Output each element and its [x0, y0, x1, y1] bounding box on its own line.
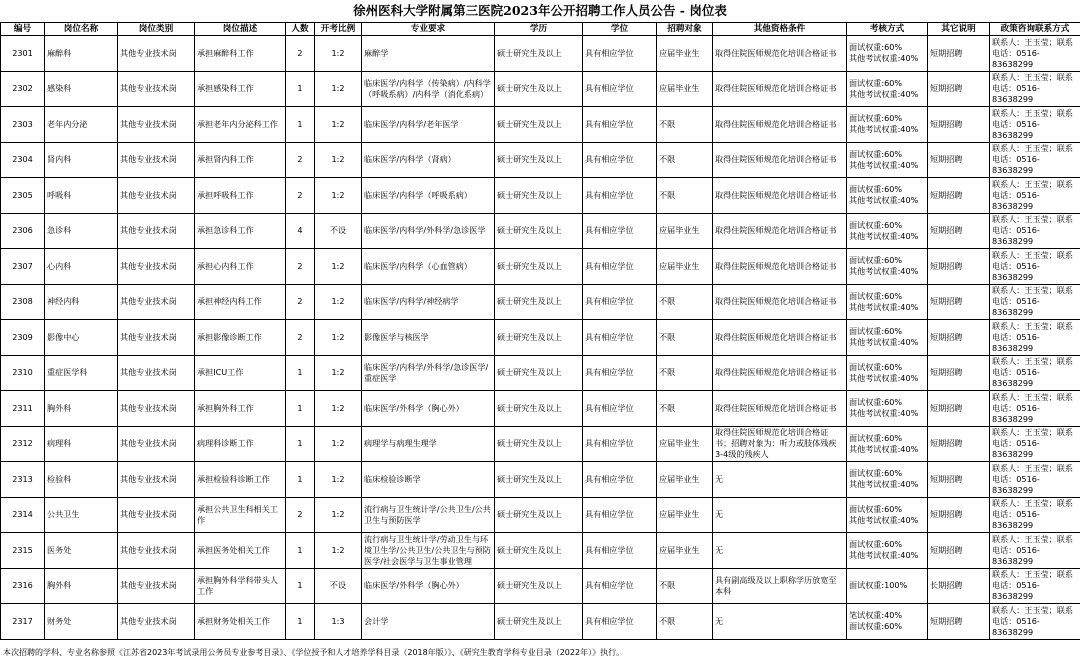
cell-note: 短期招聘 [928, 391, 990, 427]
header-desc: 岗位描述 [195, 23, 286, 36]
cell-edu: 硕士研究生及以上 [495, 604, 583, 640]
cell-num: 2 [286, 249, 315, 285]
table-row [1, 213, 1080, 249]
cell-degree: 具有相应学位 [583, 213, 657, 249]
header-edu: 学历 [495, 23, 583, 36]
cell-major: 麻醉学 [362, 36, 495, 72]
cell-degree: 具有相应学位 [583, 426, 657, 462]
cell-ratio: 1:2 [315, 142, 362, 178]
cell-target: 应届毕业生 [657, 213, 713, 249]
cell-name: 胸外科 [45, 391, 118, 427]
cell-target: 不限 [657, 178, 713, 214]
cell-exam: 面试权重:60% 其他考试权重:40% [847, 533, 928, 569]
cell-id: 2308 [1, 284, 45, 320]
table-row [1, 426, 1080, 462]
cell-exam: 面试权重:60% 其他考试权重:40% [847, 178, 928, 214]
cell-id: 2312 [1, 426, 45, 462]
cell-desc: 承担公共卫生科相关工作 [195, 497, 286, 533]
cell-edu: 硕士研究生及以上 [495, 533, 583, 569]
cell-category: 其他专业技术岗 [118, 320, 195, 356]
cell-num: 1 [286, 391, 315, 427]
cell-degree: 具有相应学位 [583, 533, 657, 569]
cell-num: 2 [286, 497, 315, 533]
cell-id: 2316 [1, 568, 45, 604]
cell-edu: 硕士研究生及以上 [495, 107, 583, 143]
cell-contact: 联系人：王玉莹；联系电话：0516-83638299 [990, 249, 1080, 285]
cell-major: 临床检验诊断学 [362, 462, 495, 498]
cell-exam: 面试权重:60% 其他考试权重:40% [847, 320, 928, 356]
cell-name: 影像中心 [45, 320, 118, 356]
cell-degree: 具有相应学位 [583, 249, 657, 285]
cell-category: 其他专业技术岗 [118, 178, 195, 214]
cell-id: 2303 [1, 107, 45, 143]
cell-degree: 具有相应学位 [583, 178, 657, 214]
cell-exam: 面试权重:60% 其他考试权重:40% [847, 213, 928, 249]
table-row [1, 355, 1080, 391]
cell-id: 2307 [1, 249, 45, 285]
cell-other: 无 [713, 462, 847, 498]
header-degree: 学位 [583, 23, 657, 36]
cell-ratio: 1:2 [315, 391, 362, 427]
cell-edu: 硕士研究生及以上 [495, 142, 583, 178]
header-ratio: 开考比例 [315, 23, 362, 36]
cell-exam: 面试权重:60% 其他考试权重:40% [847, 284, 928, 320]
cell-target: 不限 [657, 107, 713, 143]
cell-id: 2311 [1, 391, 45, 427]
cell-category: 其他专业技术岗 [118, 107, 195, 143]
cell-num: 2 [286, 284, 315, 320]
cell-desc: 承担麻醉科工作 [195, 36, 286, 72]
table-row [1, 497, 1080, 533]
cell-exam: 面试权重:60% 其他考试权重:40% [847, 249, 928, 285]
table-row [1, 462, 1080, 498]
cell-note: 短期招聘 [928, 36, 990, 72]
cell-other: 取得住院医师规范化培训合格证书 [713, 391, 847, 427]
cell-ratio: 不设 [315, 568, 362, 604]
cell-degree: 具有相应学位 [583, 568, 657, 604]
cell-degree: 具有相应学位 [583, 462, 657, 498]
cell-contact: 联系人：王玉莹；联系电话：0516-83638299 [990, 391, 1080, 427]
cell-major: 临床医学/内科学/外科学/急诊医学/重症医学 [362, 355, 495, 391]
cell-note: 短期招聘 [928, 284, 990, 320]
header-target: 招聘对象 [657, 23, 713, 36]
cell-target: 应届毕业生 [657, 426, 713, 462]
cell-other: 取得住院医师规范化培训合格证书；招聘对象为：听力或肢体残疾3-4级的残疾人 [713, 426, 847, 462]
cell-name: 麻醉科 [45, 36, 118, 72]
cell-name: 检验科 [45, 462, 118, 498]
cell-ratio: 1:2 [315, 249, 362, 285]
cell-ratio: 不设 [315, 213, 362, 249]
cell-major: 临床医学/外科学（胸心外） [362, 391, 495, 427]
cell-category: 其他专业技术岗 [118, 462, 195, 498]
table-row [1, 568, 1080, 604]
cell-num: 1 [286, 426, 315, 462]
cell-target: 不限 [657, 142, 713, 178]
table-row [1, 249, 1080, 285]
cell-desc: 承担ICU工作 [195, 355, 286, 391]
cell-category: 其他专业技术岗 [118, 568, 195, 604]
cell-target: 应届毕业生 [657, 36, 713, 72]
cell-ratio: 1:3 [315, 604, 362, 640]
cell-contact: 联系人：王玉莹；联系电话：0516-83638299 [990, 497, 1080, 533]
cell-desc: 承担肾内科工作 [195, 142, 286, 178]
header-id: 编号 [1, 23, 45, 36]
cell-name: 重症医学科 [45, 355, 118, 391]
cell-id: 2314 [1, 497, 45, 533]
cell-contact: 联系人：王玉莹；联系电话：0516-83638299 [990, 142, 1080, 178]
cell-major: 临床医学/内科学/老年医学 [362, 107, 495, 143]
cell-category: 其他专业技术岗 [118, 497, 195, 533]
cell-name: 肾内科 [45, 142, 118, 178]
cell-num: 1 [286, 462, 315, 498]
cell-major: 临床医学/内科学（心血管病） [362, 249, 495, 285]
cell-note: 短期招聘 [928, 533, 990, 569]
cell-id: 2315 [1, 533, 45, 569]
cell-desc: 承担医务处相关工作 [195, 533, 286, 569]
cell-exam: 笔试权重:40% 面试权重:60% [847, 604, 928, 640]
cell-other: 取得住院医师规范化培训合格证书 [713, 71, 847, 107]
cell-other: 无 [713, 533, 847, 569]
cell-degree: 具有相应学位 [583, 391, 657, 427]
cell-id: 2310 [1, 355, 45, 391]
cell-edu: 硕士研究生及以上 [495, 391, 583, 427]
cell-contact: 联系人：王玉莹；联系电话：0516-83638299 [990, 36, 1080, 72]
cell-major: 会计学 [362, 604, 495, 640]
cell-category: 其他专业技术岗 [118, 284, 195, 320]
cell-edu: 硕士研究生及以上 [495, 284, 583, 320]
cell-major: 病理学与病理生理学 [362, 426, 495, 462]
cell-id: 2309 [1, 320, 45, 356]
cell-ratio: 1:2 [315, 355, 362, 391]
cell-note: 短期招聘 [928, 462, 990, 498]
cell-exam: 面试权重:60% 其他考试权重:40% [847, 462, 928, 498]
cell-exam: 面试权重:60% 其他考试权重:40% [847, 497, 928, 533]
cell-other: 取得住院医师规范化培训合格证书 [713, 213, 847, 249]
cell-other: 取得住院医师规范化培训合格证书 [713, 355, 847, 391]
cell-category: 其他专业技术岗 [118, 391, 195, 427]
position-table [0, 22, 1080, 640]
cell-major: 流行病与卫生统计学/公共卫生/公共卫生与预防医学 [362, 497, 495, 533]
cell-major: 临床医学/内科学（呼吸系病） [362, 178, 495, 214]
cell-note: 短期招聘 [928, 213, 990, 249]
cell-target: 应届毕业生 [657, 497, 713, 533]
cell-contact: 联系人：王玉莹；联系电话：0516-83638299 [990, 462, 1080, 498]
cell-exam: 面试权重:60% 其他考试权重:40% [847, 36, 928, 72]
cell-category: 其他专业技术岗 [118, 36, 195, 72]
cell-category: 其他专业技术岗 [118, 71, 195, 107]
cell-note: 长期招聘 [928, 568, 990, 604]
header-row [1, 23, 1080, 36]
cell-ratio: 1:2 [315, 284, 362, 320]
cell-contact: 联系人：王玉莹；联系电话：0516-83638299 [990, 533, 1080, 569]
cell-target: 应届毕业生 [657, 71, 713, 107]
cell-name: 医务处 [45, 533, 118, 569]
cell-contact: 联系人：王玉莹；联系电话：0516-83638299 [990, 178, 1080, 214]
header-major: 专业要求 [362, 23, 495, 36]
cell-desc: 承担急诊科工作 [195, 213, 286, 249]
table-row [1, 320, 1080, 356]
cell-target: 不限 [657, 604, 713, 640]
cell-other: 取得住院医师规范化培训合格证书 [713, 178, 847, 214]
cell-major: 影像医学与核医学 [362, 320, 495, 356]
cell-contact: 联系人：王玉莹；联系电话：0516-83638299 [990, 71, 1080, 107]
cell-contact: 联系人：王玉莹；联系电话：0516-83638299 [990, 107, 1080, 143]
cell-edu: 硕士研究生及以上 [495, 355, 583, 391]
cell-target: 应届毕业生 [657, 249, 713, 285]
cell-category: 其他专业技术岗 [118, 213, 195, 249]
cell-name: 病理科 [45, 426, 118, 462]
cell-degree: 具有相应学位 [583, 36, 657, 72]
cell-num: 1 [286, 107, 315, 143]
cell-exam: 面试权重:60% 其他考试权重:40% [847, 107, 928, 143]
cell-ratio: 1:2 [315, 462, 362, 498]
cell-edu: 硕士研究生及以上 [495, 320, 583, 356]
cell-degree: 具有相应学位 [583, 604, 657, 640]
cell-degree: 具有相应学位 [583, 355, 657, 391]
header-num: 人数 [286, 23, 315, 36]
cell-major: 流行病与卫生统计学/劳动卫生与环境卫生学/公共卫生/公共卫生与预防医学/社会医学与卫生事业管理 [362, 533, 495, 569]
cell-major: 临床医学/外科学（胸心外） [362, 568, 495, 604]
cell-degree: 具有相应学位 [583, 107, 657, 143]
cell-note: 短期招聘 [928, 107, 990, 143]
cell-ratio: 1:2 [315, 320, 362, 356]
cell-note: 短期招聘 [928, 355, 990, 391]
cell-id: 2301 [1, 36, 45, 72]
cell-contact: 联系人：王玉莹；联系电话：0516-83638299 [990, 604, 1080, 640]
cell-id: 2305 [1, 178, 45, 214]
cell-name: 心内科 [45, 249, 118, 285]
cell-ratio: 1:2 [315, 71, 362, 107]
cell-note: 短期招聘 [928, 178, 990, 214]
cell-category: 其他专业技术岗 [118, 604, 195, 640]
cell-num: 2 [286, 142, 315, 178]
cell-other: 具有副高级及以上职称学历放宽至本科 [713, 568, 847, 604]
cell-note: 短期招聘 [928, 426, 990, 462]
cell-major: 临床医学/内科学/神经病学 [362, 284, 495, 320]
cell-desc: 承担神经内科工作 [195, 284, 286, 320]
cell-edu: 硕士研究生及以上 [495, 462, 583, 498]
cell-edu: 硕士研究生及以上 [495, 71, 583, 107]
cell-contact: 联系人：王玉莹；联系电话：0516-83638299 [990, 320, 1080, 356]
cell-category: 其他专业技术岗 [118, 426, 195, 462]
cell-num: 1 [286, 604, 315, 640]
cell-other: 取得住院医师规范化培训合格证书 [713, 36, 847, 72]
cell-ratio: 1:2 [315, 426, 362, 462]
table-row [1, 178, 1080, 214]
cell-num: 4 [286, 213, 315, 249]
cell-id: 2313 [1, 462, 45, 498]
cell-degree: 具有相应学位 [583, 142, 657, 178]
cell-ratio: 1:2 [315, 36, 362, 72]
cell-name: 呼吸科 [45, 178, 118, 214]
cell-contact: 联系人：王玉莹；联系电话：0516-83638299 [990, 213, 1080, 249]
cell-note: 短期招聘 [928, 320, 990, 356]
cell-desc: 承担胸外科工作 [195, 391, 286, 427]
header-note: 其它说明 [928, 23, 990, 36]
cell-other: 取得住院医师规范化培训合格证书 [713, 320, 847, 356]
cell-ratio: 1:2 [315, 533, 362, 569]
cell-exam: 面试权重:60% 其他考试权重:40% [847, 71, 928, 107]
cell-target: 应届毕业生 [657, 462, 713, 498]
cell-category: 其他专业技术岗 [118, 533, 195, 569]
cell-edu: 硕士研究生及以上 [495, 213, 583, 249]
cell-target: 应届毕业生 [657, 533, 713, 569]
header-other: 其他资格条件 [713, 23, 847, 36]
cell-ratio: 1:2 [315, 497, 362, 533]
cell-id: 2306 [1, 213, 45, 249]
cell-edu: 硕士研究生及以上 [495, 36, 583, 72]
cell-desc: 承担老年内分泌科工作 [195, 107, 286, 143]
cell-major: 临床医学/内科学（肾病） [362, 142, 495, 178]
table-row [1, 533, 1080, 569]
cell-desc: 承担胸外科学科带头人工作 [195, 568, 286, 604]
cell-desc: 承担呼吸科工作 [195, 178, 286, 214]
cell-degree: 具有相应学位 [583, 71, 657, 107]
header-exam: 考核方式 [847, 23, 928, 36]
cell-degree: 具有相应学位 [583, 497, 657, 533]
cell-exam: 面试权重:60% 其他考试权重:40% [847, 142, 928, 178]
cell-target: 不限 [657, 284, 713, 320]
cell-name: 公共卫生 [45, 497, 118, 533]
cell-category: 其他专业技术岗 [118, 249, 195, 285]
cell-desc: 承担检验科诊断工作 [195, 462, 286, 498]
cell-target: 不限 [657, 320, 713, 356]
cell-id: 2302 [1, 71, 45, 107]
cell-num: 1 [286, 71, 315, 107]
cell-note: 短期招聘 [928, 604, 990, 640]
cell-category: 其他专业技术岗 [118, 355, 195, 391]
cell-num: 1 [286, 568, 315, 604]
cell-degree: 具有相应学位 [583, 320, 657, 356]
table-body [1, 36, 1080, 640]
cell-edu: 硕士研究生及以上 [495, 178, 583, 214]
cell-contact: 联系人：王玉莹；联系电话：0516-83638299 [990, 426, 1080, 462]
table-row [1, 284, 1080, 320]
page-title: 徐州医科大学附属第三医院2023年公开招聘工作人员公告 - 岗位表 [353, 3, 727, 18]
cell-target: 不限 [657, 355, 713, 391]
cell-name: 财务处 [45, 604, 118, 640]
cell-edu: 硕士研究生及以上 [495, 249, 583, 285]
cell-exam: 面试权重:60% 其他考试权重:40% [847, 391, 928, 427]
cell-edu: 硕士研究生及以上 [495, 426, 583, 462]
cell-note: 短期招聘 [928, 142, 990, 178]
cell-note: 短期招聘 [928, 71, 990, 107]
cell-degree: 具有相应学位 [583, 284, 657, 320]
cell-target: 不限 [657, 391, 713, 427]
table-row [1, 71, 1080, 107]
cell-edu: 硕士研究生及以上 [495, 497, 583, 533]
cell-num: 2 [286, 178, 315, 214]
header-name: 岗位名称 [45, 23, 118, 36]
footer-note: 本次招聘的学科、专业名称参照《江苏省2023年考试录用公务员专业参考目录》、《学位授予和人才培养学科目录（2018年版）》、《研究生教育学科专业目录（2022年）》执行。 [3, 648, 625, 657]
cell-name: 胸外科 [45, 568, 118, 604]
cell-other: 取得住院医师规范化培训合格证书 [713, 249, 847, 285]
cell-exam: 面试权重:60% 其他考试权重:40% [847, 355, 928, 391]
cell-note: 短期招聘 [928, 497, 990, 533]
cell-id: 2304 [1, 142, 45, 178]
cell-other: 取得住院医师规范化培训合格证书 [713, 284, 847, 320]
cell-contact: 联系人：王玉莹；联系电话：0516-83638299 [990, 355, 1080, 391]
cell-category: 其他专业技术岗 [118, 142, 195, 178]
cell-name: 感染科 [45, 71, 118, 107]
cell-ratio: 1:2 [315, 178, 362, 214]
table-row [1, 142, 1080, 178]
cell-contact: 联系人：王玉莹；联系电话：0516-83638299 [990, 284, 1080, 320]
cell-contact: 联系人：王玉莹；联系电话：0516-83638299 [990, 568, 1080, 604]
cell-other: 取得住院医师规范化培训合格证书 [713, 107, 847, 143]
cell-edu: 硕士研究生及以上 [495, 568, 583, 604]
cell-exam: 面试权重:60% 其他考试权重:40% [847, 426, 928, 462]
cell-major: 临床医学/内科学（传染病）/内科学（呼吸系病）/内科学（消化系病） [362, 71, 495, 107]
cell-id: 2317 [1, 604, 45, 640]
header-contact: 政策咨询联系方式 [990, 23, 1080, 36]
cell-note: 短期招聘 [928, 249, 990, 285]
cell-num: 1 [286, 355, 315, 391]
cell-num: 2 [286, 320, 315, 356]
table-row [1, 604, 1080, 640]
cell-desc: 承担影像诊断工作 [195, 320, 286, 356]
table-row [1, 107, 1080, 143]
cell-num: 2 [286, 36, 315, 72]
cell-target: 不限 [657, 568, 713, 604]
cell-desc: 承担感染科工作 [195, 71, 286, 107]
cell-desc: 承担财务处相关工作 [195, 604, 286, 640]
cell-name: 急诊科 [45, 213, 118, 249]
table-row [1, 36, 1080, 72]
cell-ratio: 1:2 [315, 107, 362, 143]
cell-name: 老年内分泌 [45, 107, 118, 143]
cell-other: 无 [713, 497, 847, 533]
table-row [1, 391, 1080, 427]
header-category: 岗位类别 [118, 23, 195, 36]
cell-num: 1 [286, 533, 315, 569]
cell-exam: 面试权重:100% [847, 568, 928, 604]
cell-other: 取得住院医师规范化培训合格证书 [713, 142, 847, 178]
cell-major: 临床医学/内科学/外科学/急诊医学 [362, 213, 495, 249]
cell-other: 无 [713, 604, 847, 640]
cell-desc: 病理科诊断工作 [195, 426, 286, 462]
cell-desc: 承担心内科工作 [195, 249, 286, 285]
cell-name: 神经内科 [45, 284, 118, 320]
